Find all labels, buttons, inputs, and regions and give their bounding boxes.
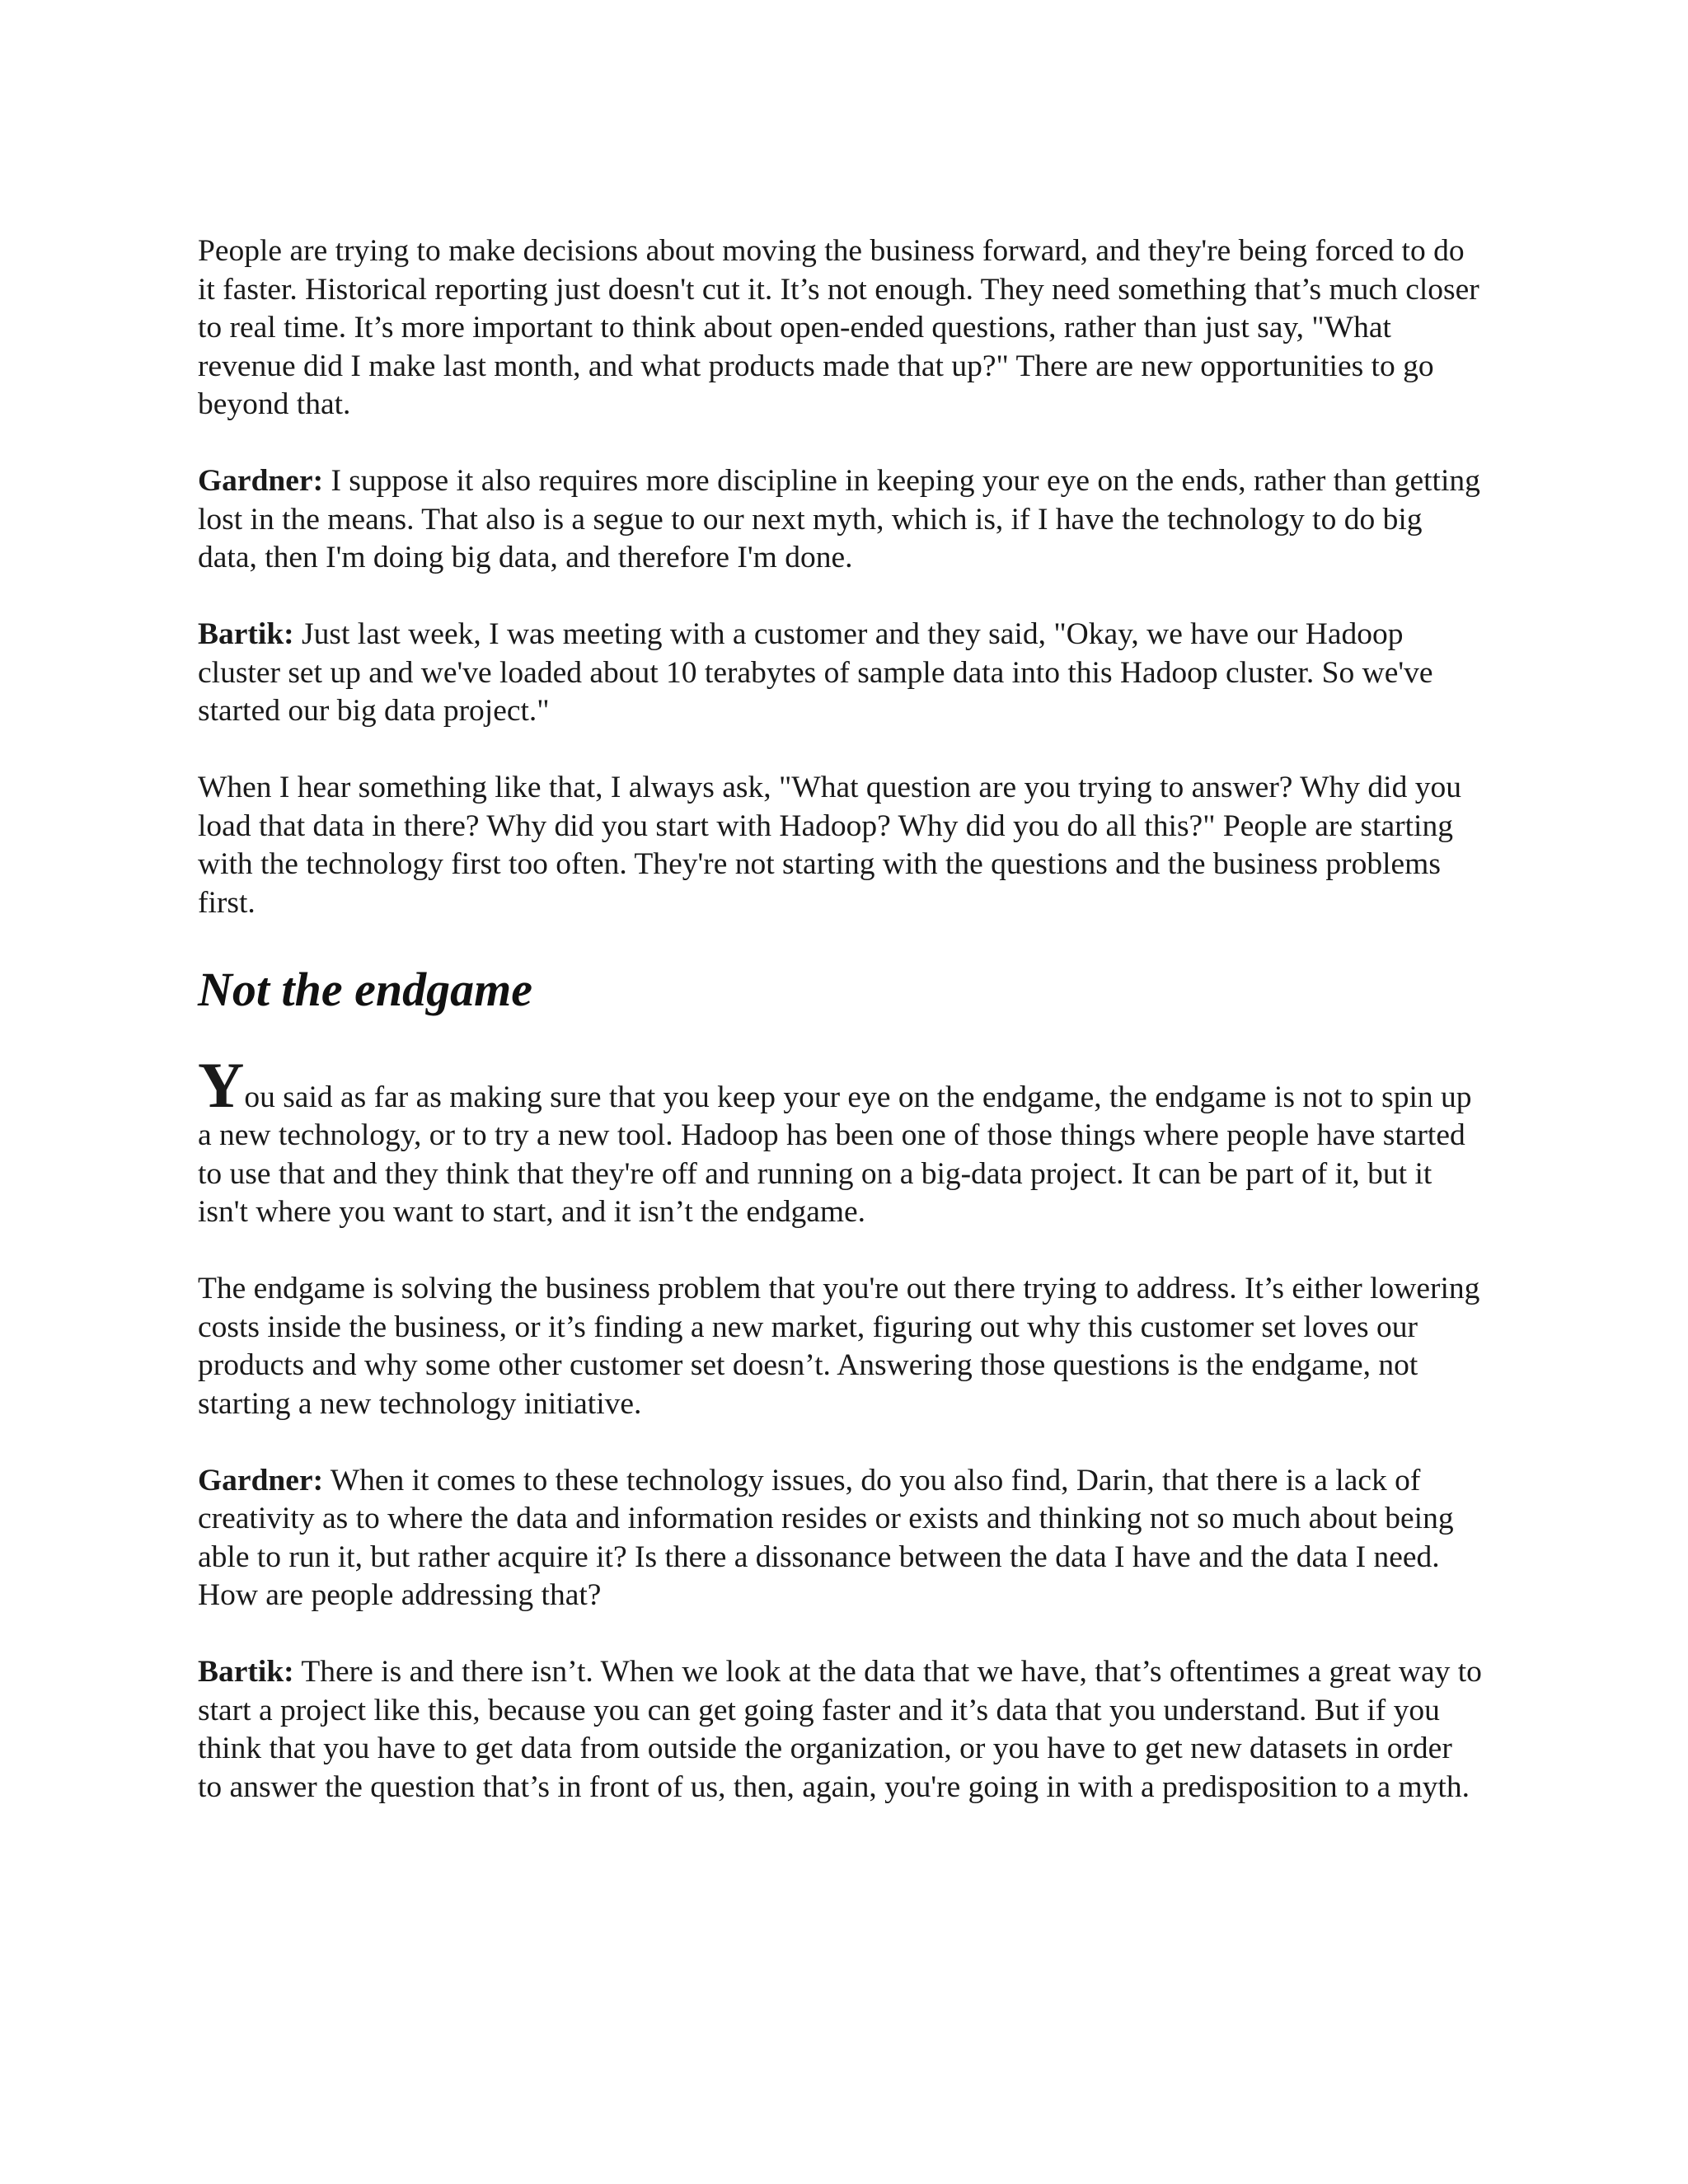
paragraph-endgame	[198, 1270, 1484, 1423]
paragraph-text: When I hear something like that, I always ask, "What question are you trying to answer? Why did you load that data in there? Why did you start with Hadoop? Why did you do all this?" People are starting with the technology first too often. They're not starting with the questions and the business problems first.	[198, 771, 1461, 920]
speaker-label: Gardner:	[198, 464, 324, 498]
speaker-label: Bartik:	[198, 1655, 294, 1689]
drop-cap-letter: Y	[198, 1048, 245, 1121]
speaker-label: Bartik:	[198, 617, 294, 651]
paragraph-text: There is and there isn’t. When we look at the data that we have, that’s oftentimes a great way to start a project like this, because you can get going faster and it’s data that you understand. But if you think that you have to get data from outside the organization, or you have to get new datasets in order to answer the question that’s in front of us, then, again, you're going in with a predisposition to a myth.	[198, 1655, 1482, 1804]
paragraph-text: ou said as far as making sure that you keep your eye on the endgame, the endgame is not to spin up a new technology, or to try a new tool. Hadoop has been one of those things where people have started to use that and they think that they're off and running on a big-data project. It can be part of it, but it isn't where you want to start, and it isn’t the endgame.	[198, 1080, 1472, 1229]
paragraph-text: When it comes to these technology issues, do you also find, Darin, that there is a lack of creativity as to where the data and information resides or exists and thinking not so much about being able to run it, but rather acquire it? Is there a dissonance between the data I have and the data I need. How are people addressing that?	[198, 1463, 1454, 1612]
speaker-label: Gardner:	[198, 1463, 324, 1497]
paragraph-bartik-1	[198, 616, 1484, 731]
paragraph-gardner-1	[198, 462, 1484, 578]
section-heading: Not the endgame	[198, 962, 532, 1016]
paragraph-text: People are trying to make decisions about moving the business forward, and they're being forced to do it faster. Historical reporting just doesn't cut it. It’s not enough. They need something that’s much closer to real time. It’s more important to think about open-ended questions, rather than just say, "What revenue did I make last month, and what products made that up?" There are new opportunities to go beyond that.	[198, 234, 1479, 421]
paragraph-text: I suppose it also requires more discipline in keeping your eye on the ends, rather than getting lost in the means. That also is a segue to our next myth, which is, if I have the technology to do big data, then I'm doing big data, and therefore I'm done.	[198, 464, 1480, 574]
paragraph-bartik-2	[198, 1653, 1484, 1807]
paragraph-dropcap	[198, 1048, 1484, 1232]
paragraph-hadoop-question	[198, 769, 1484, 922]
paragraph-intro	[198, 232, 1484, 424]
document-page	[198, 232, 1484, 1845]
paragraph-text: Just last week, I was meeting with a customer and they said, "Okay, we have our Hadoop cluster set up and we've loaded about 10 terabytes of sample data into this Hadoop cluster. So we've started our big data project."	[198, 617, 1433, 728]
paragraph-text: The endgame is solving the business problem that you're out there trying to address. It’s either lowering costs inside the business, or it’s finding a new market, figuring out why this customer set loves our products and why some other customer set doesn’t. Answering those questions is the endgame, not starting a new technology initiative.	[198, 1272, 1480, 1421]
paragraph-gardner-2	[198, 1462, 1484, 1615]
